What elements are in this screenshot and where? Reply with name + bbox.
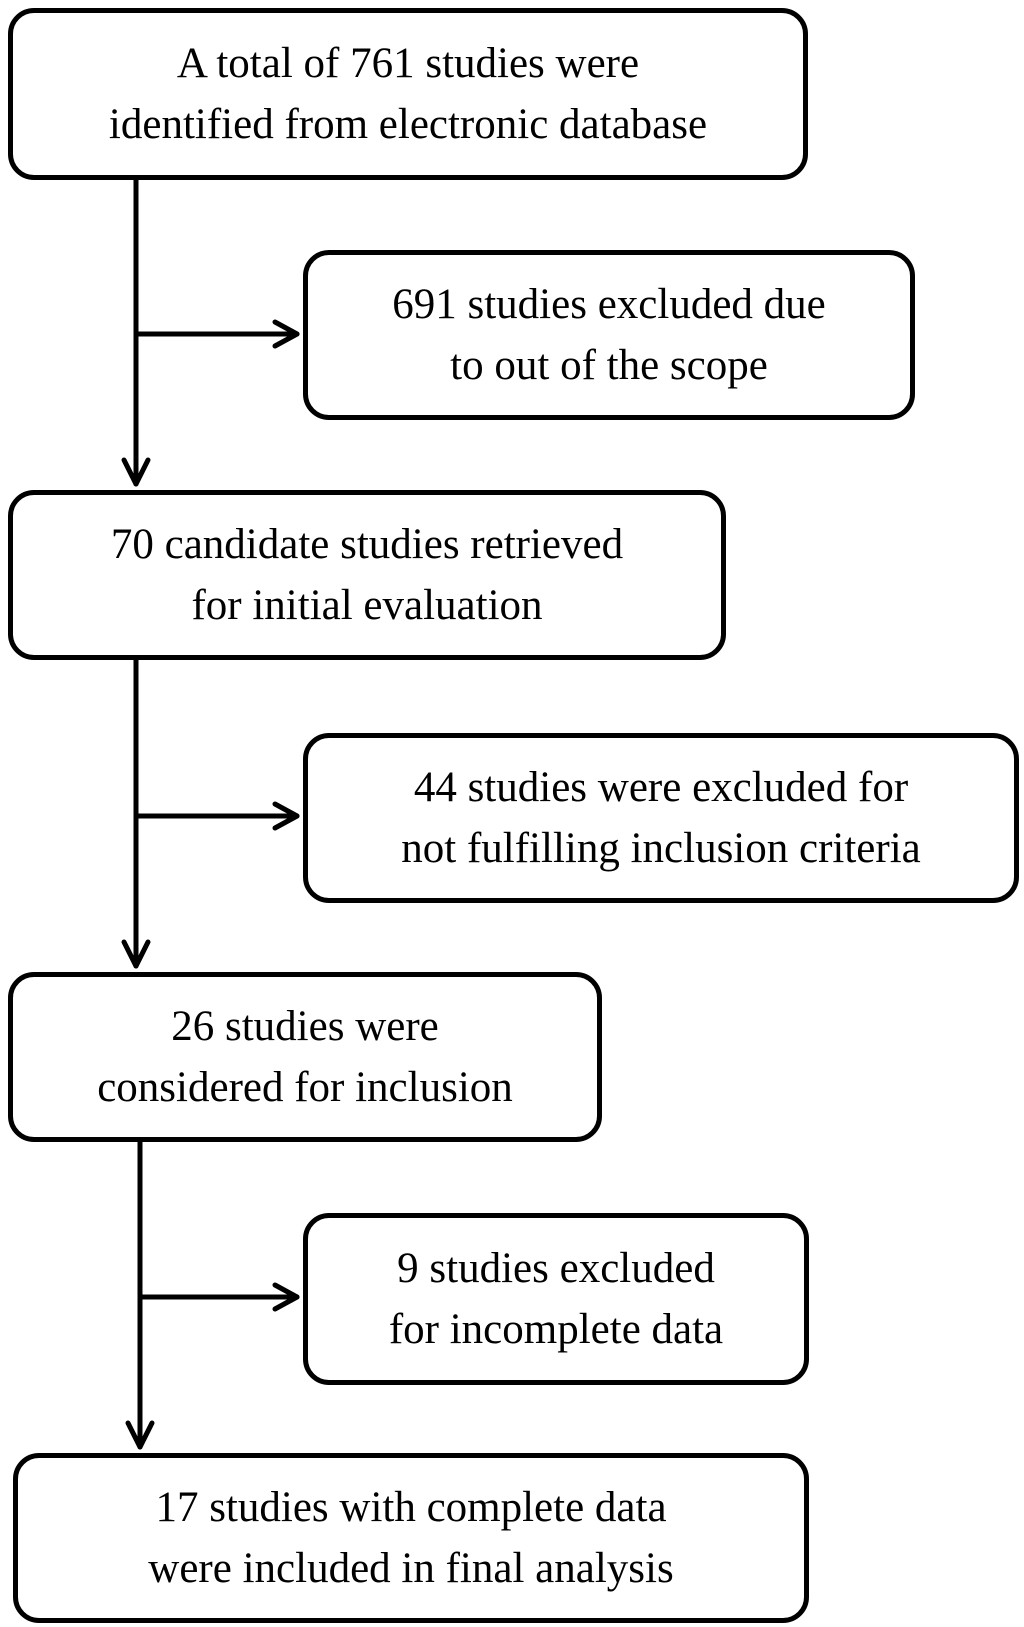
- node-excluded-incomplete-line-1: 9 studies excluded: [397, 1245, 715, 1292]
- node-final: [13, 1453, 809, 1623]
- node-candidates-line-2: for initial evaluation: [191, 582, 543, 629]
- node-identified-line-1: A total of 761 studies were: [176, 40, 640, 87]
- node-identified-line-2: identified from electronic database: [108, 101, 708, 148]
- node-excluded-scope-line-1: 691 studies excluded due: [392, 281, 826, 328]
- node-excluded-scope: [303, 250, 915, 420]
- node-excluded-incomplete-line-2: for incomplete data: [388, 1306, 724, 1353]
- node-identified: [8, 8, 808, 180]
- node-excluded-criteria: [303, 733, 1019, 903]
- node-considered-line-1: 26 studies were: [171, 1003, 439, 1050]
- node-final-line-2: were included in final analysis: [148, 1545, 674, 1592]
- node-excluded-criteria-line-1: 44 studies were excluded for: [413, 764, 909, 811]
- node-excluded-criteria-line-2: not fulfilling inclusion criteria: [401, 825, 921, 872]
- node-excluded-scope-line-2: to out of the scope: [450, 342, 768, 389]
- node-candidates: [8, 490, 726, 660]
- node-final-line-1: 17 studies with complete data: [155, 1484, 667, 1531]
- node-considered: [8, 972, 602, 1142]
- node-excluded-incomplete: [303, 1213, 809, 1385]
- node-considered-line-2: considered for inclusion: [97, 1064, 513, 1111]
- node-candidates-line-1: 70 candidate studies retrieved: [110, 521, 624, 568]
